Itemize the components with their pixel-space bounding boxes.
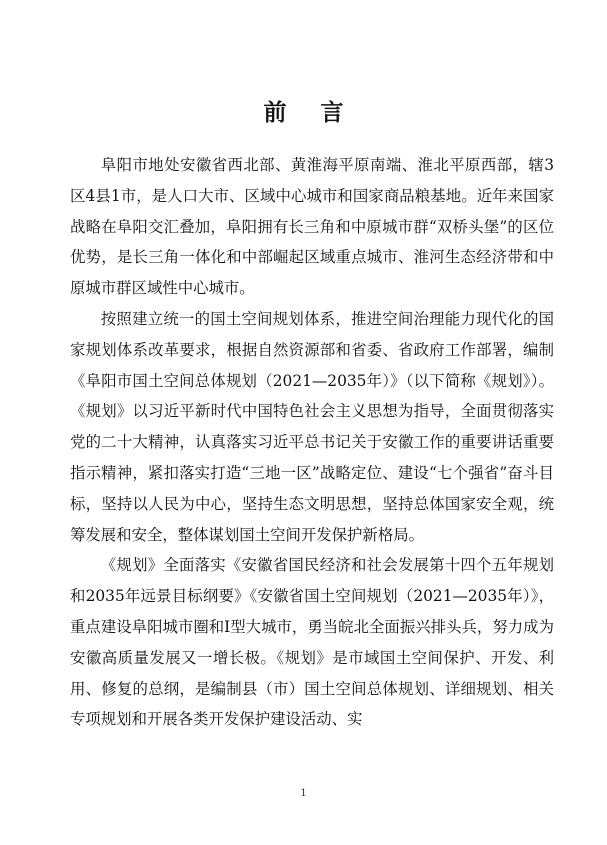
page-number: 1 — [300, 788, 307, 799]
body-text — [70, 150, 554, 735]
title-char-1: 前 — [263, 99, 287, 126]
paragraph-2: 按照建立统一的国土空间规划体系，推进空间治理能力现代化的国家规划体系改革要求，根据自然资源部和省委、省政府工作部署，编制《阜阳市国土空间总体规划（2021—2035年）》（以下简称《规划》）。《规划》以习近平新时代中国特色社会主义思想为指导，全面贯彻落实党的二十大精神，认真落实习近平总书记关于安徽工作的重要讲话重要指示精神，紧扣落实打造“三地一区”战略定位、建设“七个强省”奋斗目标，坚持以人民为中心，坚持生态文明思想，坚持总体国家安全观，统筹发展和安全，整体谋划国土空间开发保护新格局。 — [70, 309, 554, 544]
paragraph-3: 《规划》全面落实《安徽省国民经济和社会发展第十四个五年规划和2035年远景目标纲要》《安徽省国土空间规划（2021—2035年）》，重点建设阜阳城市圈和Ⅰ型大城市，勇当皖北全面振兴排头兵，努力成为安徽高质量发展又一增长极。《规划》是市域国土空间保护、开发、利用、修复的总纲，是编制县（市）国土空间总体规划、详细规划、相关专项规划和开展各类开发保护建设活动、实 — [70, 556, 554, 729]
title-char-2: 言 — [320, 99, 344, 126]
page-title — [0, 94, 607, 127]
paragraph-1: 阜阳市地处安徽省西北部、黄淮海平原南端、淮北平原西部，辖3区4县1市，是人口大市、区域中心城市和国家商品粮基地。近年来国家战略在阜阳交汇叠加，阜阳拥有长三角和中原城市群“双桥头堡”的区位优势，是长三角一体化和中部崛起区域重点城市、淮河生态经济带和中原城市群区域性中心城市。 — [70, 156, 554, 298]
